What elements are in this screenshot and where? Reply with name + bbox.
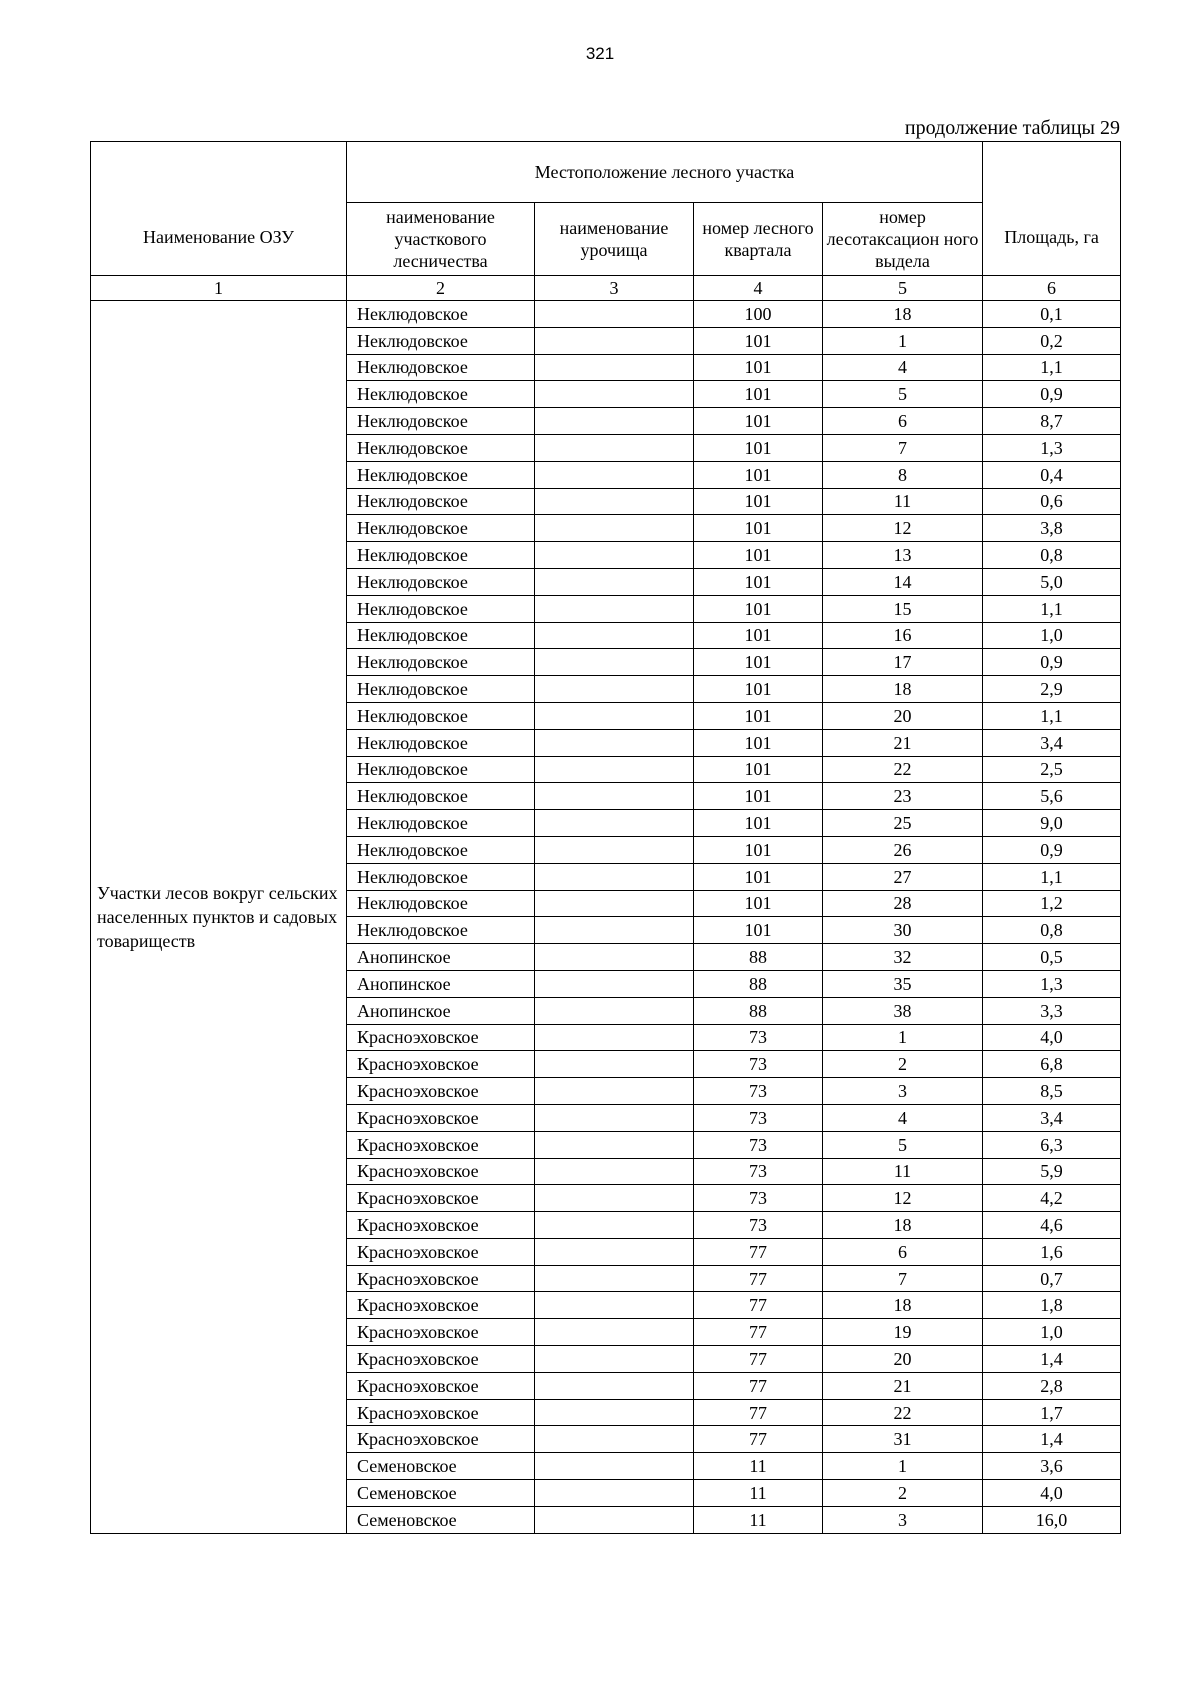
ozu-name-cell: Участки лесов вокруг сельских населенных пунктов и садовых товариществ (91, 301, 347, 1534)
area-cell: 8,5 (983, 1078, 1121, 1105)
forestry-cell: Неклюдовское (347, 354, 535, 381)
quarter-cell: 88 (694, 944, 823, 971)
area-cell: 1,7 (983, 1399, 1121, 1426)
quarter-cell: 101 (694, 595, 823, 622)
area-cell: 0,8 (983, 917, 1121, 944)
forest-plots-table (90, 141, 1121, 1534)
forestry-cell: Неклюдовское (347, 568, 535, 595)
quarter-cell: 100 (694, 301, 823, 328)
area-cell: 4,2 (983, 1185, 1121, 1212)
allotment-cell: 18 (823, 1292, 983, 1319)
area-cell: 0,8 (983, 542, 1121, 569)
forestry-cell: Неклюдовское (347, 461, 535, 488)
forestry-cell: Неклюдовское (347, 301, 535, 328)
tract-cell (535, 756, 694, 783)
allotment-cell: 11 (823, 1158, 983, 1185)
area-cell: 16,0 (983, 1506, 1121, 1533)
tract-cell (535, 1265, 694, 1292)
area-cell: 0,6 (983, 488, 1121, 515)
quarter-cell: 101 (694, 354, 823, 381)
allotment-cell: 2 (823, 1480, 983, 1507)
column-number: 4 (694, 276, 823, 301)
allotment-cell: 20 (823, 702, 983, 729)
area-cell: 1,0 (983, 622, 1121, 649)
allotment-cell: 8 (823, 461, 983, 488)
area-cell: 1,3 (983, 970, 1121, 997)
area-cell: 1,1 (983, 354, 1121, 381)
quarter-cell: 101 (694, 836, 823, 863)
allotment-cell: 7 (823, 1265, 983, 1292)
forestry-cell: Семеновское (347, 1506, 535, 1533)
quarter-cell: 101 (694, 515, 823, 542)
area-cell: 4,6 (983, 1212, 1121, 1239)
tract-cell (535, 810, 694, 837)
area-cell: 0,9 (983, 381, 1121, 408)
quarter-cell: 11 (694, 1453, 823, 1480)
forestry-cell: Неклюдовское (347, 702, 535, 729)
tract-cell (535, 1480, 694, 1507)
tract-cell (535, 970, 694, 997)
allotment-cell: 7 (823, 434, 983, 461)
forestry-cell: Неклюдовское (347, 836, 535, 863)
forestry-cell: Неклюдовское (347, 729, 535, 756)
allotment-cell: 21 (823, 729, 983, 756)
forestry-cell: Неклюдовское (347, 890, 535, 917)
tract-cell (535, 1238, 694, 1265)
tract-cell (535, 729, 694, 756)
forestry-cell: Неклюдовское (347, 676, 535, 703)
allotment-cell: 4 (823, 354, 983, 381)
area-cell: 0,5 (983, 944, 1121, 971)
area-cell: 1,3 (983, 434, 1121, 461)
quarter-cell: 101 (694, 568, 823, 595)
header-location-group: Местоположение лесного участка (347, 142, 983, 203)
area-cell: 8,7 (983, 408, 1121, 435)
forestry-cell: Красноэховское (347, 1319, 535, 1346)
allotment-cell: 18 (823, 676, 983, 703)
allotment-cell: 16 (823, 622, 983, 649)
forestry-cell: Красноэховское (347, 1372, 535, 1399)
area-cell: 0,4 (983, 461, 1121, 488)
area-cell: 4,0 (983, 1024, 1121, 1051)
forestry-cell: Красноэховское (347, 1346, 535, 1373)
header-ozu-name: Наименование ОЗУ (91, 142, 347, 276)
tract-cell (535, 944, 694, 971)
allotment-cell: 2 (823, 1051, 983, 1078)
allotment-cell: 3 (823, 1506, 983, 1533)
quarter-cell: 101 (694, 810, 823, 837)
tract-cell (535, 863, 694, 890)
tract-cell (535, 381, 694, 408)
allotment-cell: 22 (823, 1399, 983, 1426)
allotment-cell: 12 (823, 1185, 983, 1212)
quarter-cell: 73 (694, 1185, 823, 1212)
forestry-cell: Красноэховское (347, 1185, 535, 1212)
quarter-cell: 101 (694, 756, 823, 783)
tract-cell (535, 1292, 694, 1319)
tract-cell (535, 461, 694, 488)
tract-cell (535, 327, 694, 354)
tract-cell (535, 1078, 694, 1105)
quarter-cell: 77 (694, 1265, 823, 1292)
quarter-cell: 77 (694, 1319, 823, 1346)
column-number-row (91, 276, 1121, 301)
quarter-cell: 11 (694, 1480, 823, 1507)
quarter-cell: 88 (694, 970, 823, 997)
tract-cell (535, 301, 694, 328)
forestry-cell: Красноэховское (347, 1051, 535, 1078)
allotment-cell: 14 (823, 568, 983, 595)
area-cell: 3,4 (983, 1104, 1121, 1131)
forestry-cell: Семеновское (347, 1480, 535, 1507)
area-cell: 1,4 (983, 1426, 1121, 1453)
area-cell: 4,0 (983, 1480, 1121, 1507)
quarter-cell: 73 (694, 1024, 823, 1051)
allotment-cell: 15 (823, 595, 983, 622)
quarter-cell: 73 (694, 1131, 823, 1158)
forestry-cell: Неклюдовское (347, 622, 535, 649)
area-cell: 2,8 (983, 1372, 1121, 1399)
allotment-cell: 23 (823, 783, 983, 810)
allotment-cell: 27 (823, 863, 983, 890)
allotment-cell: 35 (823, 970, 983, 997)
tract-cell (535, 1131, 694, 1158)
area-cell: 2,9 (983, 676, 1121, 703)
allotment-cell: 1 (823, 1453, 983, 1480)
forestry-cell: Неклюдовское (347, 917, 535, 944)
tract-cell (535, 1185, 694, 1212)
quarter-cell: 73 (694, 1051, 823, 1078)
forestry-cell: Анопинское (347, 997, 535, 1024)
allotment-cell: 25 (823, 810, 983, 837)
page-number: 321 (585, 44, 615, 63)
tract-cell (535, 917, 694, 944)
quarter-cell: 73 (694, 1158, 823, 1185)
forestry-cell: Анопинское (347, 944, 535, 971)
quarter-cell: 101 (694, 917, 823, 944)
tract-cell (535, 890, 694, 917)
tract-cell (535, 1346, 694, 1373)
allotment-cell: 20 (823, 1346, 983, 1373)
area-cell: 5,9 (983, 1158, 1121, 1185)
header-allotment-number: номер лесотаксацион ного выдела (823, 203, 983, 276)
area-cell: 2,5 (983, 756, 1121, 783)
allotment-cell: 19 (823, 1319, 983, 1346)
quarter-cell: 77 (694, 1238, 823, 1265)
area-cell: 3,4 (983, 729, 1121, 756)
allotment-cell: 18 (823, 301, 983, 328)
area-cell: 3,3 (983, 997, 1121, 1024)
forestry-cell: Анопинское (347, 970, 535, 997)
tract-cell (535, 702, 694, 729)
header-forestry-name: наименование участкового лесничества (347, 203, 535, 276)
area-cell: 0,1 (983, 301, 1121, 328)
quarter-cell: 77 (694, 1399, 823, 1426)
quarter-cell: 101 (694, 890, 823, 917)
tract-cell (535, 1399, 694, 1426)
area-cell: 1,1 (983, 863, 1121, 890)
area-cell: 1,0 (983, 1319, 1121, 1346)
area-cell: 1,4 (983, 1346, 1121, 1373)
tract-cell (535, 542, 694, 569)
allotment-cell: 6 (823, 408, 983, 435)
quarter-cell: 101 (694, 327, 823, 354)
quarter-cell: 73 (694, 1104, 823, 1131)
quarter-cell: 101 (694, 488, 823, 515)
tract-cell (535, 1319, 694, 1346)
forestry-cell: Красноэховское (347, 1078, 535, 1105)
tract-cell (535, 1506, 694, 1533)
quarter-cell: 101 (694, 434, 823, 461)
quarter-cell: 77 (694, 1292, 823, 1319)
column-number: 2 (347, 276, 535, 301)
area-cell: 0,9 (983, 649, 1121, 676)
allotment-cell: 26 (823, 836, 983, 863)
area-cell: 5,0 (983, 568, 1121, 595)
quarter-cell: 77 (694, 1346, 823, 1373)
tract-cell (535, 676, 694, 703)
area-cell: 9,0 (983, 810, 1121, 837)
quarter-cell: 77 (694, 1372, 823, 1399)
quarter-cell: 101 (694, 863, 823, 890)
quarter-cell: 101 (694, 649, 823, 676)
header-tract-name: наименование урочища (535, 203, 694, 276)
quarter-cell: 101 (694, 783, 823, 810)
allotment-cell: 30 (823, 917, 983, 944)
forestry-cell: Красноэховское (347, 1265, 535, 1292)
tract-cell (535, 1051, 694, 1078)
quarter-cell: 77 (694, 1426, 823, 1453)
table-continuation-label: продолжение таблицы 29 (904, 117, 1120, 139)
forestry-cell: Красноэховское (347, 1212, 535, 1239)
column-number: 1 (91, 276, 347, 301)
allotment-cell: 38 (823, 997, 983, 1024)
area-cell: 0,7 (983, 1265, 1121, 1292)
allotment-cell: 5 (823, 381, 983, 408)
forestry-cell: Семеновское (347, 1453, 535, 1480)
allotment-cell: 32 (823, 944, 983, 971)
forestry-cell: Красноэховское (347, 1024, 535, 1051)
area-cell: 6,8 (983, 1051, 1121, 1078)
forestry-cell: Неклюдовское (347, 488, 535, 515)
quarter-cell: 101 (694, 702, 823, 729)
allotment-cell: 31 (823, 1426, 983, 1453)
forestry-cell: Красноэховское (347, 1104, 535, 1131)
tract-cell (535, 1212, 694, 1239)
allotment-cell: 1 (823, 1024, 983, 1051)
allotment-cell: 12 (823, 515, 983, 542)
area-cell: 1,1 (983, 595, 1121, 622)
header-area: Площадь, га (983, 142, 1121, 276)
quarter-cell: 88 (694, 997, 823, 1024)
allotment-cell: 1 (823, 327, 983, 354)
area-cell: 1,6 (983, 1238, 1121, 1265)
forestry-cell: Неклюдовское (347, 434, 535, 461)
tract-cell (535, 997, 694, 1024)
forestry-cell: Неклюдовское (347, 327, 535, 354)
allotment-cell: 6 (823, 1238, 983, 1265)
forestry-cell: Неклюдовское (347, 408, 535, 435)
column-number: 3 (535, 276, 694, 301)
forestry-cell: Красноэховское (347, 1292, 535, 1319)
forestry-cell: Красноэховское (347, 1399, 535, 1426)
area-cell: 5,6 (983, 783, 1121, 810)
tract-cell (535, 1453, 694, 1480)
forestry-cell: Красноэховское (347, 1158, 535, 1185)
tract-cell (535, 408, 694, 435)
column-number: 5 (823, 276, 983, 301)
tract-cell (535, 836, 694, 863)
quarter-cell: 73 (694, 1078, 823, 1105)
quarter-cell: 101 (694, 542, 823, 569)
forestry-cell: Неклюдовское (347, 381, 535, 408)
allotment-cell: 11 (823, 488, 983, 515)
quarter-cell: 101 (694, 622, 823, 649)
tract-cell (535, 622, 694, 649)
forestry-cell: Неклюдовское (347, 756, 535, 783)
forestry-cell: Красноэховское (347, 1238, 535, 1265)
forestry-cell: Неклюдовское (347, 810, 535, 837)
tract-cell (535, 434, 694, 461)
area-cell: 0,2 (983, 327, 1121, 354)
column-number: 6 (983, 276, 1121, 301)
tract-cell (535, 515, 694, 542)
forestry-cell: Неклюдовское (347, 515, 535, 542)
quarter-cell: 101 (694, 381, 823, 408)
tract-cell (535, 649, 694, 676)
area-cell: 6,3 (983, 1131, 1121, 1158)
tract-cell (535, 1372, 694, 1399)
forestry-cell: Неклюдовское (347, 595, 535, 622)
tract-cell (535, 595, 694, 622)
allotment-cell: 22 (823, 756, 983, 783)
area-cell: 0,9 (983, 836, 1121, 863)
forestry-cell: Неклюдовское (347, 783, 535, 810)
forestry-cell: Неклюдовское (347, 649, 535, 676)
forestry-cell: Неклюдовское (347, 542, 535, 569)
area-cell: 3,6 (983, 1453, 1121, 1480)
tract-cell (535, 1426, 694, 1453)
allotment-cell: 13 (823, 542, 983, 569)
allotment-cell: 4 (823, 1104, 983, 1131)
forestry-cell: Неклюдовское (347, 863, 535, 890)
quarter-cell: 101 (694, 729, 823, 756)
quarter-cell: 101 (694, 408, 823, 435)
forestry-cell: Красноэховское (347, 1131, 535, 1158)
allotment-cell: 3 (823, 1078, 983, 1105)
allotment-cell: 28 (823, 890, 983, 917)
tract-cell (535, 488, 694, 515)
table-body (91, 301, 1121, 1534)
header-quarter-number: номер лесного квартала (694, 203, 823, 276)
forestry-cell: Красноэховское (347, 1426, 535, 1453)
allotment-cell: 17 (823, 649, 983, 676)
area-cell: 1,2 (983, 890, 1121, 917)
allotment-cell: 5 (823, 1131, 983, 1158)
quarter-cell: 73 (694, 1212, 823, 1239)
tract-cell (535, 1104, 694, 1131)
quarter-cell: 101 (694, 676, 823, 703)
area-cell: 3,8 (983, 515, 1121, 542)
allotment-cell: 18 (823, 1212, 983, 1239)
tract-cell (535, 783, 694, 810)
area-cell: 1,1 (983, 702, 1121, 729)
tract-cell (535, 568, 694, 595)
tract-cell (535, 354, 694, 381)
tract-cell (535, 1024, 694, 1051)
allotment-cell: 21 (823, 1372, 983, 1399)
quarter-cell: 101 (694, 461, 823, 488)
area-cell: 1,8 (983, 1292, 1121, 1319)
table-row (91, 301, 1121, 328)
tract-cell (535, 1158, 694, 1185)
quarter-cell: 11 (694, 1506, 823, 1533)
